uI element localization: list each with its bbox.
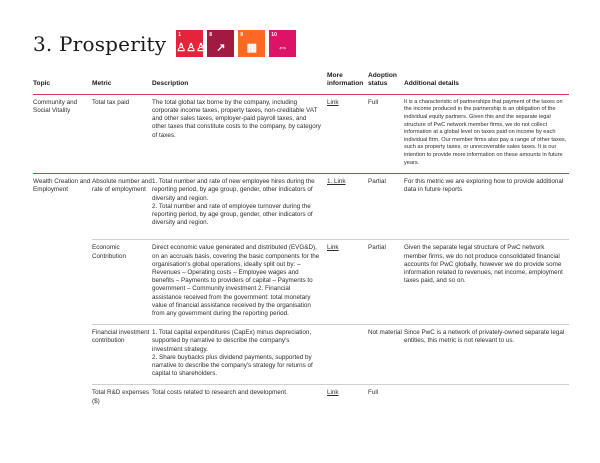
table-header: [33, 72, 569, 95]
table-row: [92, 385, 569, 411]
table-row: [92, 325, 569, 385]
description-cell: 1. Total number and rate of new employee hires during the reporting period, by age group, gender, other indicators of diversity and region. 2. Total number and rate of employee turnover during the reporting period, by age group, gender, other indicators of diversity and region.: [152, 178, 315, 227]
sdg-icon-1: 1 ♙♙♙: [176, 30, 203, 57]
status-cell: Partial: [368, 178, 386, 186]
metric-cell: Absolute number and rate of employment: [92, 178, 152, 194]
status-cell: Full: [368, 98, 379, 106]
details-cell: For this metric we are exploring how to provide additional data in future reports: [404, 178, 564, 194]
page-title: 3. Prosperity: [33, 31, 167, 56]
table-row: [92, 95, 569, 173]
more-info-link[interactable]: Link: [327, 244, 339, 252]
table-row: [92, 240, 569, 325]
sdg-icon-8: 8 ↗: [207, 30, 234, 57]
status-cell: Not material: [368, 329, 402, 337]
metric-cell: Total tax paid: [92, 98, 130, 106]
description-cell: 1. Total capital expenditures (CapEx) minus depreciation, supported by narrative to describe the company's investment strategy. 2. Share buybacks plus dividend payments, supported by narrative to describe the company's strategy for returns of capital to shareholders.: [152, 329, 313, 378]
table-group: [33, 95, 569, 174]
more-info-link[interactable]: Link: [327, 389, 339, 397]
description-cell: Total costs related to research and development.: [152, 389, 288, 397]
industry-innovation-icon: ▦: [246, 42, 257, 54]
details-cell: [404, 389, 569, 405]
header-description: Description: [152, 80, 189, 88]
table-row: [92, 174, 569, 240]
status-cell: Full: [368, 389, 379, 397]
metric-cell: Financial investment contribution: [92, 329, 150, 345]
decent-work-icon: ↗: [216, 42, 226, 54]
header-additional-details: Additional details: [404, 80, 459, 88]
page-header: [33, 30, 300, 57]
details-cell: It is a characteristic of partnerships that payment of the taxes on the income produced in the partnership is an obligation of the individual equity partners. Given this and the separate legal structure of PwC network member firms, we do not collect information at a global level on taxes paid on income by each individual firm. Our member firms also pay a range of other taxes, such as property taxes, or unrecoverable sales taxes. It is our intention to provide more information on these amounts in future years.: [404, 98, 567, 166]
description-cell: Direct economic value generated and distributed (EVG&D), on an accruals basis, covering the basic components for the organisation's global operations, ideally split out by: – Revenues – Operating costs – Employee wages and benefits – Payments to providers of capital – Payments to government – Community investment 2. Financial assistance received from the government: total monetary value of financial assistance received by the organisation from any government during the reporting period.: [152, 244, 320, 317]
sdg-icon-9: 9 ▦: [238, 30, 265, 57]
metric-cell: Economic Contribution: [92, 244, 126, 260]
status-cell: Partial: [368, 244, 386, 252]
description-cell: The total global tax borne by the company, including corporate income taxes, property taxes, non-creditable VAT and other sales taxes, employer-paid payroll taxes, and other taxes that constitute costs to the company, by category of taxes.: [152, 98, 321, 139]
header-adoption-status: Adoption status: [368, 72, 397, 88]
header-more-information: More information: [327, 72, 364, 88]
table-group: [33, 174, 569, 412]
sdg-icon-10: 10 ⇔: [269, 30, 296, 57]
details-cell: Given the separate legal structure of PwC network member firms, we do not produce consolidated financial accounts for PwC globally, however we do provide some information related to revenues, net income, employment taxes paid, and so on.: [404, 244, 563, 285]
header-topic: Topic: [33, 80, 51, 88]
more-info-link[interactable]: Link: [327, 98, 339, 106]
more-info-link[interactable]: 1. Link: [327, 178, 346, 186]
header-metric: Metric: [92, 80, 112, 88]
details-cell: Since PwC is a network of privately-owned separate legal entities, this metric is not relevant to us.: [404, 329, 565, 345]
metric-cell: Total R&D expenses ($): [92, 389, 150, 405]
metrics-table: [33, 72, 569, 412]
no-poverty-icon: ♙♙♙: [176, 42, 206, 54]
topic-cell: Community and Social Vitality: [33, 98, 78, 115]
reduced-inequalities-icon: ⇔: [277, 42, 289, 54]
topic-cell: Wealth Creation and Employment: [33, 178, 91, 194]
